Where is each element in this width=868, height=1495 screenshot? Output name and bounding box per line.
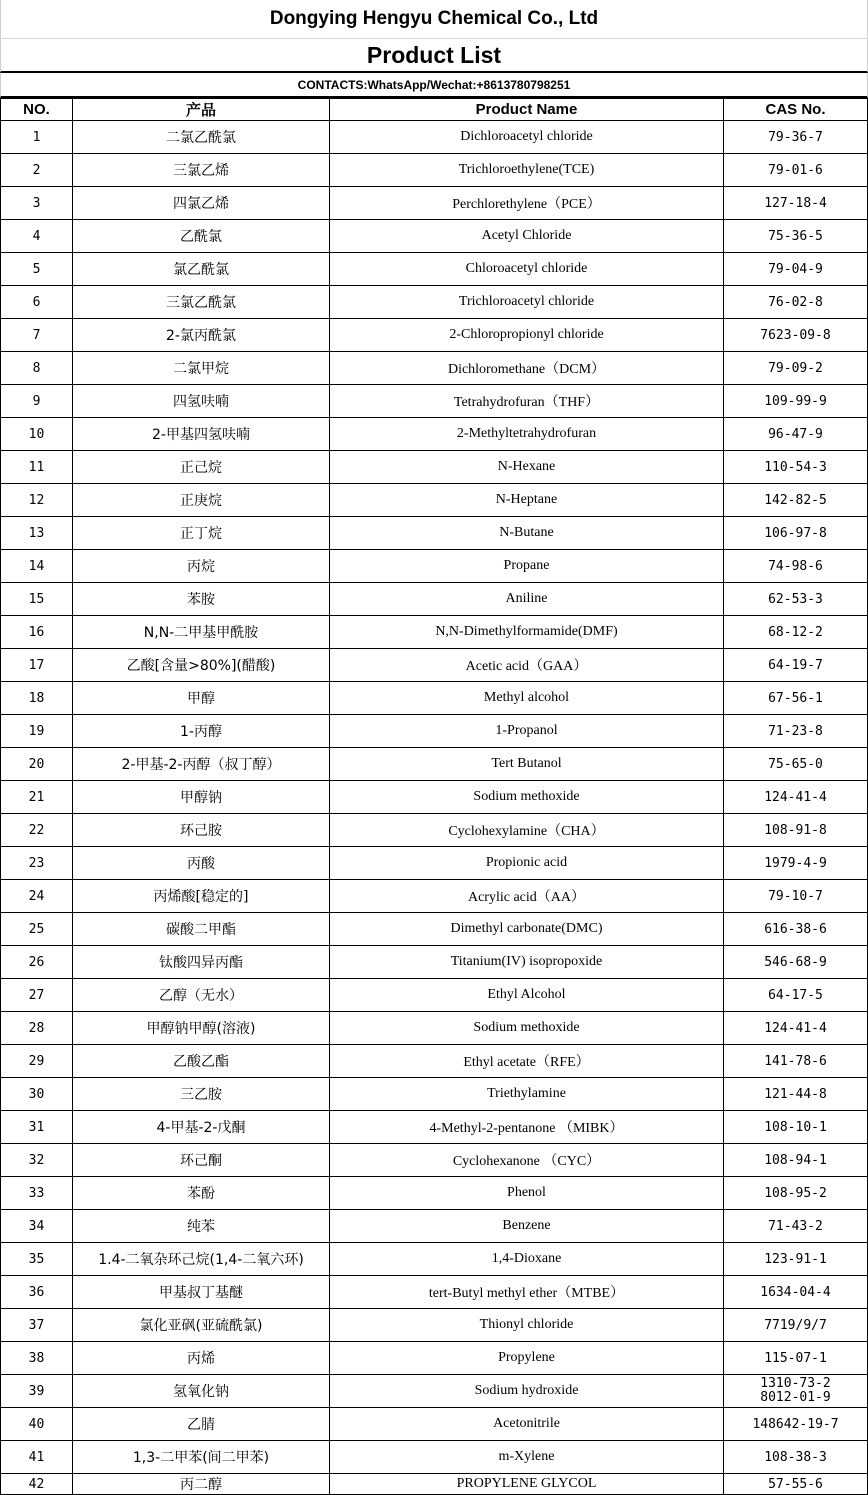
- cell-product-name: m-Xylene: [330, 1441, 724, 1474]
- cell-chinese-name: 碳酸二甲酯: [73, 913, 330, 946]
- cell-chinese-name: 四氢呋喃: [73, 385, 330, 418]
- cell-product-name: Ethyl Alcohol: [330, 979, 724, 1012]
- cell-product-name: Cyclohexylamine（CHA）: [330, 814, 724, 847]
- table-row: [1, 550, 868, 583]
- cell-product-name: Phenol: [330, 1177, 724, 1210]
- cell-chinese-name: 四氯乙烯: [73, 187, 330, 220]
- cell-product-name: Perchlorethylene（PCE）: [330, 187, 724, 220]
- cell-chinese-name: 乙酰氯: [73, 220, 330, 253]
- cell-chinese-name: 乙酸乙酯: [73, 1045, 330, 1078]
- cas-primary: 1310-73-2: [760, 1376, 831, 1391]
- cell-cas: 64-19-7: [724, 649, 868, 682]
- cell-product-name: Aniline: [330, 583, 724, 616]
- cell-product-name: N-Heptane: [330, 484, 724, 517]
- cell-product-name: 2-Chloropropionyl chloride: [330, 319, 724, 352]
- table-row: [1, 979, 868, 1012]
- table-row: [1, 946, 868, 979]
- cell-chinese-name: 纯苯: [73, 1210, 330, 1243]
- table-row: [1, 1078, 868, 1111]
- cell-no: 21: [1, 781, 73, 814]
- cell-cas: 109-99-9: [724, 385, 868, 418]
- cell-product-name: N-Butane: [330, 517, 724, 550]
- cell-chinese-name: 4-甲基-2-戊酮: [73, 1111, 330, 1144]
- cell-cas: 7623-09-8: [724, 319, 868, 352]
- cell-cas: 79-10-7: [724, 880, 868, 913]
- cell-no: 39: [1, 1375, 73, 1408]
- cell-no: 23: [1, 847, 73, 880]
- cell-chinese-name: 丙二醇: [73, 1474, 330, 1495]
- cell-no: 12: [1, 484, 73, 517]
- cell-cas: 75-65-0: [724, 748, 868, 781]
- cell-no: 17: [1, 649, 73, 682]
- table-row: [1, 1309, 868, 1342]
- cell-product-name: tert-Butyl methyl ether（MTBE）: [330, 1276, 724, 1309]
- cell-no: 32: [1, 1144, 73, 1177]
- cell-cas: 106-97-8: [724, 517, 868, 550]
- table-row: [1, 814, 868, 847]
- cell-chinese-name: 乙酸[含量>80%](醋酸): [73, 649, 330, 682]
- cell-no: 20: [1, 748, 73, 781]
- cell-chinese-name: 苯胺: [73, 583, 330, 616]
- cell-product-name: Acetyl Chloride: [330, 220, 724, 253]
- cell-cas: 57-55-6: [724, 1474, 868, 1495]
- cell-product-name: PROPYLENE GLYCOL: [330, 1474, 724, 1495]
- table-row: [1, 154, 868, 187]
- cell-product-name: Dimethyl carbonate(DMC): [330, 913, 724, 946]
- cell-no: 30: [1, 1078, 73, 1111]
- cell-no: 18: [1, 682, 73, 715]
- table-row: [1, 253, 868, 286]
- cell-cas: 79-09-2: [724, 352, 868, 385]
- cell-chinese-name: 甲醇: [73, 682, 330, 715]
- cell-chinese-name: 1-丙醇: [73, 715, 330, 748]
- cell-cas: 79-01-6: [724, 154, 868, 187]
- cell-chinese-name: 丙烷: [73, 550, 330, 583]
- cell-cas: 71-43-2: [724, 1210, 868, 1243]
- table-row: [1, 451, 868, 484]
- table-row: [1, 385, 868, 418]
- table-row: [1, 1177, 868, 1210]
- cell-chinese-name: 甲醇钠甲醇(溶液): [73, 1012, 330, 1045]
- cell-product-name: Sodium methoxide: [330, 781, 724, 814]
- cell-chinese-name: 环己酮: [73, 1144, 330, 1177]
- cell-no: 25: [1, 913, 73, 946]
- cell-product-name: Propane: [330, 550, 724, 583]
- cell-cas: 142-82-5: [724, 484, 868, 517]
- cell-cas: 75-36-5: [724, 220, 868, 253]
- cell-product-name: Tert Butanol: [330, 748, 724, 781]
- cell-cas: 7719/9/7: [724, 1309, 868, 1342]
- cell-product-name: Benzene: [330, 1210, 724, 1243]
- cell-cas: 121-44-8: [724, 1078, 868, 1111]
- cell-no: 33: [1, 1177, 73, 1210]
- cell-cas: 124-41-4: [724, 781, 868, 814]
- table-row: [1, 352, 868, 385]
- cell-cas: 79-04-9: [724, 253, 868, 286]
- table-row: [1, 682, 868, 715]
- cell-cas: 74-98-6: [724, 550, 868, 583]
- cell-no: 22: [1, 814, 73, 847]
- cell-chinese-name: 丙烯: [73, 1342, 330, 1375]
- cell-no: 6: [1, 286, 73, 319]
- cell-chinese-name: 三氯乙烯: [73, 154, 330, 187]
- cell-chinese-name: 2-甲基四氢呋喃: [73, 418, 330, 451]
- table-row: [1, 121, 868, 154]
- cell-no: 5: [1, 253, 73, 286]
- cell-chinese-name: 丙酸: [73, 847, 330, 880]
- cell-no: 13: [1, 517, 73, 550]
- cell-product-name: Dichloroacetyl chloride: [330, 121, 724, 154]
- cell-product-name: Titanium(IV) isopropoxide: [330, 946, 724, 979]
- cell-no: 41: [1, 1441, 73, 1474]
- cell-cas: 68-12-2: [724, 616, 868, 649]
- cell-product-name: Thionyl chloride: [330, 1309, 724, 1342]
- cell-chinese-name: 丙烯酸[稳定的]: [73, 880, 330, 913]
- cell-no: 27: [1, 979, 73, 1012]
- cell-product-name: Acetic acid（GAA）: [330, 649, 724, 682]
- cell-cas: 76-02-8: [724, 286, 868, 319]
- cell-no: 2: [1, 154, 73, 187]
- table-row: [1, 1210, 868, 1243]
- cell-chinese-name: 正己烷: [73, 451, 330, 484]
- cell-product-name: Dichloromethane（DCM）: [330, 352, 724, 385]
- cell-cas: 123-91-1: [724, 1243, 868, 1276]
- table-row: [1, 847, 868, 880]
- cell-chinese-name: 环己胺: [73, 814, 330, 847]
- cell-chinese-name: 甲基叔丁基醚: [73, 1276, 330, 1309]
- cell-no: 42: [1, 1474, 73, 1495]
- cell-no: 34: [1, 1210, 73, 1243]
- cell-no: 16: [1, 616, 73, 649]
- cell-product-name: Chloroacetyl chloride: [330, 253, 724, 286]
- cell-cas: 546-68-9: [724, 946, 868, 979]
- cell-chinese-name: 钛酸四异丙酯: [73, 946, 330, 979]
- cell-no: 36: [1, 1276, 73, 1309]
- cell-chinese-name: 苯酚: [73, 1177, 330, 1210]
- cell-cas: 62-53-3: [724, 583, 868, 616]
- cell-no: 26: [1, 946, 73, 979]
- cell-no: 8: [1, 352, 73, 385]
- cell-cas: 124-41-4: [724, 1012, 868, 1045]
- cell-cas: 110-54-3: [724, 451, 868, 484]
- column-header-cas: CAS No.: [724, 99, 868, 121]
- cell-cas: 96-47-9: [724, 418, 868, 451]
- column-header-chinese-name: 产品: [73, 99, 330, 121]
- cell-cas: 108-94-1: [724, 1144, 868, 1177]
- cell-product-name: Triethylamine: [330, 1078, 724, 1111]
- cell-chinese-name: 三氯乙酰氯: [73, 286, 330, 319]
- table-row: [1, 649, 868, 682]
- product-table: [0, 98, 868, 1495]
- table-row: [1, 418, 868, 451]
- table-row: [1, 1012, 868, 1045]
- cell-no: 35: [1, 1243, 73, 1276]
- table-header-row: [1, 99, 868, 121]
- cell-chinese-name: 乙醇（无水）: [73, 979, 330, 1012]
- table-row: [1, 1342, 868, 1375]
- cell-product-name: 1-Propanol: [330, 715, 724, 748]
- cell-product-name: Acrylic acid（AA）: [330, 880, 724, 913]
- table-row: [1, 220, 868, 253]
- cell-no: 9: [1, 385, 73, 418]
- cell-chinese-name: 正丁烷: [73, 517, 330, 550]
- cell-cas: 108-38-3: [724, 1441, 868, 1474]
- cell-cas: [724, 1375, 868, 1408]
- cell-product-name: 1,4-Dioxane: [330, 1243, 724, 1276]
- cell-no: 38: [1, 1342, 73, 1375]
- company-name: Dongying Hengyu Chemical Co., Ltd: [0, 0, 868, 39]
- table-row: [1, 1144, 868, 1177]
- cell-no: 29: [1, 1045, 73, 1078]
- table-row: [1, 616, 868, 649]
- cell-no: 11: [1, 451, 73, 484]
- cell-no: 28: [1, 1012, 73, 1045]
- table-row: [1, 319, 868, 352]
- cell-product-name: Cyclohexanone （CYC）: [330, 1144, 724, 1177]
- cas-secondary: 8012-01-9: [760, 1390, 831, 1405]
- table-row: [1, 1408, 868, 1441]
- column-header-no: NO.: [1, 99, 73, 121]
- cell-chinese-name: 甲醇钠: [73, 781, 330, 814]
- table-row: [1, 1243, 868, 1276]
- cell-product-name: Trichloroethylene(TCE): [330, 154, 724, 187]
- cell-cas: 71-23-8: [724, 715, 868, 748]
- cell-cas: 148642-19-7: [724, 1408, 868, 1441]
- cell-chinese-name: N,N-二甲基甲酰胺: [73, 616, 330, 649]
- table-row: [1, 781, 868, 814]
- cell-cas: 108-95-2: [724, 1177, 868, 1210]
- cell-no: 14: [1, 550, 73, 583]
- cell-no: 31: [1, 1111, 73, 1144]
- cell-product-name: Acetonitrile: [330, 1408, 724, 1441]
- cell-chinese-name: 1.4-二氧杂环己烷(1,4-二氧六环): [73, 1243, 330, 1276]
- cell-no: 1: [1, 121, 73, 154]
- cell-chinese-name: 氯化亚砜(亚硫酰氯): [73, 1309, 330, 1342]
- cell-product-name: 4-Methyl-2-pentanone （MIBK）: [330, 1111, 724, 1144]
- cell-no: 15: [1, 583, 73, 616]
- cell-product-name: 2-Methyltetrahydrofuran: [330, 418, 724, 451]
- cell-chinese-name: 正庚烷: [73, 484, 330, 517]
- table-row: [1, 1111, 868, 1144]
- cell-no: 19: [1, 715, 73, 748]
- cell-no: 7: [1, 319, 73, 352]
- cell-no: 24: [1, 880, 73, 913]
- cell-product-name: Trichloroacetyl chloride: [330, 286, 724, 319]
- cell-product-name: Methyl alcohol: [330, 682, 724, 715]
- cell-no: 4: [1, 220, 73, 253]
- table-row: [1, 1045, 868, 1078]
- cell-chinese-name: 1,3-二甲苯(间二甲苯): [73, 1441, 330, 1474]
- cell-chinese-name: 氯乙酰氯: [73, 253, 330, 286]
- cell-product-name: N,N-Dimethylformamide(DMF): [330, 616, 724, 649]
- table-row: [1, 1474, 868, 1495]
- table-row: [1, 187, 868, 220]
- cell-product-name: N-Hexane: [330, 451, 724, 484]
- cell-cas: 616-38-6: [724, 913, 868, 946]
- table-row: [1, 286, 868, 319]
- cell-cas: 67-56-1: [724, 682, 868, 715]
- cell-product-name: Sodium hydroxide: [330, 1375, 724, 1408]
- cell-cas: 115-07-1: [724, 1342, 868, 1375]
- cell-chinese-name: 2-甲基-2-丙醇（叔丁醇）: [73, 748, 330, 781]
- cell-chinese-name: 氢氧化钠: [73, 1375, 330, 1408]
- table-row: [1, 517, 868, 550]
- table-body: [1, 121, 868, 1495]
- column-header-product-name: Product Name: [330, 99, 724, 121]
- contacts-line: CONTACTS:WhatsApp/Wechat:+8613780798251: [0, 73, 868, 98]
- cell-cas: 108-10-1: [724, 1111, 868, 1144]
- table-row: [1, 1441, 868, 1474]
- table-row: [1, 484, 868, 517]
- table-row: [1, 715, 868, 748]
- cell-cas: 1634-04-4: [724, 1276, 868, 1309]
- cell-product-name: Tetrahydrofuran（THF）: [330, 385, 724, 418]
- cell-cas: 79-36-7: [724, 121, 868, 154]
- cell-cas: 108-91-8: [724, 814, 868, 847]
- table-row: [1, 748, 868, 781]
- cell-no: 37: [1, 1309, 73, 1342]
- table-row: [1, 880, 868, 913]
- cell-chinese-name: 二氯甲烷: [73, 352, 330, 385]
- cell-product-name: Propylene: [330, 1342, 724, 1375]
- cell-no: 40: [1, 1408, 73, 1441]
- cell-cas: 64-17-5: [724, 979, 868, 1012]
- cell-chinese-name: 三乙胺: [73, 1078, 330, 1111]
- cell-chinese-name: 2-氯丙酰氯: [73, 319, 330, 352]
- cell-cas: 127-18-4: [724, 187, 868, 220]
- table-row: [1, 1276, 868, 1309]
- page-title: Product List: [0, 39, 868, 73]
- cell-product-name: Propionic acid: [330, 847, 724, 880]
- cell-cas: 1979-4-9: [724, 847, 868, 880]
- cell-product-name: Ethyl acetate（RFE）: [330, 1045, 724, 1078]
- table-row: [1, 583, 868, 616]
- cell-chinese-name: 二氯乙酰氯: [73, 121, 330, 154]
- cell-no: 10: [1, 418, 73, 451]
- table-row: [1, 1375, 868, 1408]
- table-row: [1, 913, 868, 946]
- cell-product-name: Sodium methoxide: [330, 1012, 724, 1045]
- cell-cas: 141-78-6: [724, 1045, 868, 1078]
- cell-no: 3: [1, 187, 73, 220]
- cell-chinese-name: 乙腈: [73, 1408, 330, 1441]
